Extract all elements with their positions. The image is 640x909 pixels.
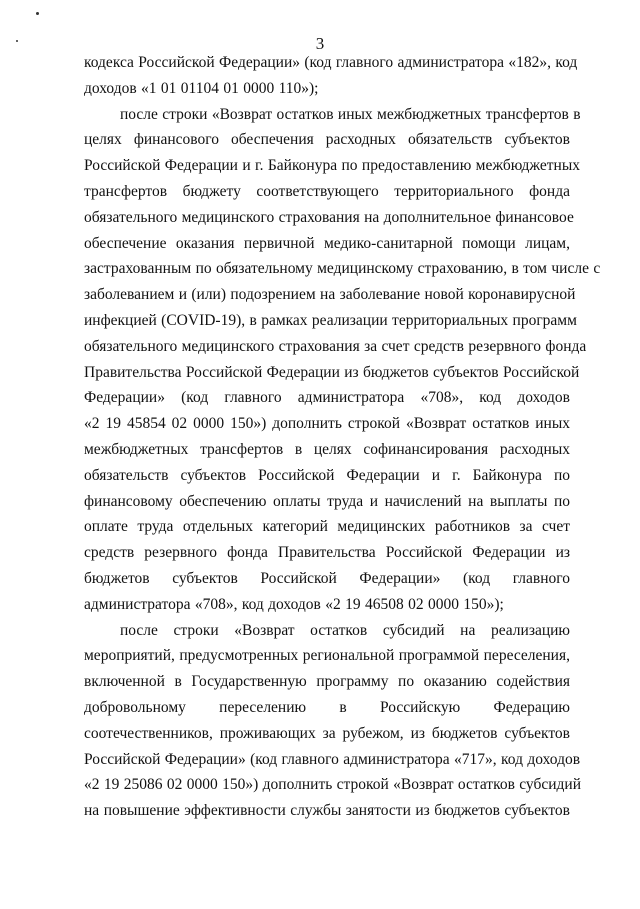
text-line: застрахованным по обязательному медицинскому страхованию, в том числе с — [84, 260, 601, 278]
text-line: заболеванием и (или) подозрением на заболевание новой коронавирусной — [84, 286, 576, 304]
text-line: обеспечение оказания первичной медико-санитарной помощи лицам, — [84, 234, 570, 252]
text-line: на повышение эффективности службы занятости из бюджетов субъектов — [84, 802, 570, 820]
text-line: средств резервного фонда Правительства Российской Федерации из — [84, 544, 570, 562]
text-line: Федерации» (код главного администратора «708», код доходов — [84, 389, 570, 407]
text-line: Российской Федерации и г. Байконура по предоставлению межбюджетных — [84, 157, 581, 175]
page-number: 3 — [315, 34, 325, 53]
text-line: добровольному переселению в Российскую Федерацию — [84, 698, 570, 716]
text-line: «2 19 45854 02 0000 150») дополнить строкой «Возврат остатков иных — [84, 415, 570, 433]
text-line: обязательного медицинского страхования на дополнительное финансовое — [84, 208, 574, 226]
text-line: соотечественников, проживающих за рубежом, из бюджетов субъектов — [84, 724, 570, 742]
text-line: кодекса Российской Федерации» (код главного администратора «182», код — [84, 54, 578, 71]
text-line: обязательств субъектов Российской Федерации и г. Байконура по — [84, 466, 570, 484]
text-line: Правительства Российской Федерации из бюджетов субъектов Российской — [84, 363, 580, 381]
document-body — [84, 50, 601, 824]
text-line: целях финансового обеспечения расходных обязательств субъектов — [84, 131, 570, 149]
text-line: «2 19 25086 02 0000 150») дополнить строкой «Возврат остатков субсидий — [84, 776, 582, 794]
text-line: Российской Федерации» (код главного администратора «717», код доходов — [84, 750, 581, 768]
text-line: обязательного медицинского страхования за счет средств резервного фонда — [84, 337, 587, 355]
text-line: бюджетов субъектов Российской Федерации» (код главного — [84, 569, 570, 587]
text-line: после строки «Возврат остатков иных межбюджетных трансфертов в — [120, 105, 581, 123]
text-line: администратора «708», код доходов «2 19 46508 02 0000 150»); — [84, 595, 504, 613]
text-line: доходов «1 01 01104 01 0000 110»); — [84, 79, 319, 97]
text-line: трансфертов бюджету соответствующего территориального фонда — [84, 182, 570, 200]
text-line: включенной в Государственную программу по оказанию содействия — [84, 673, 570, 691]
scan-speck — [36, 12, 39, 15]
text-line: финансовому обеспечению оплаты труда и начислений на выплаты по — [84, 492, 570, 510]
text-line: инфекцией (COVID-19), в рамках реализации территориальных программ — [84, 311, 577, 329]
text-line: межбюджетных трансфертов в целях софинансирования расходных — [84, 440, 570, 458]
text-line: оплате труда отдельных категорий медицинских работников за счет — [84, 518, 570, 536]
text-line: мероприятий, предусмотренных региональной программой переселения, — [84, 647, 570, 665]
text-line: после строки «Возврат остатков субсидий на реализацию — [120, 621, 570, 639]
